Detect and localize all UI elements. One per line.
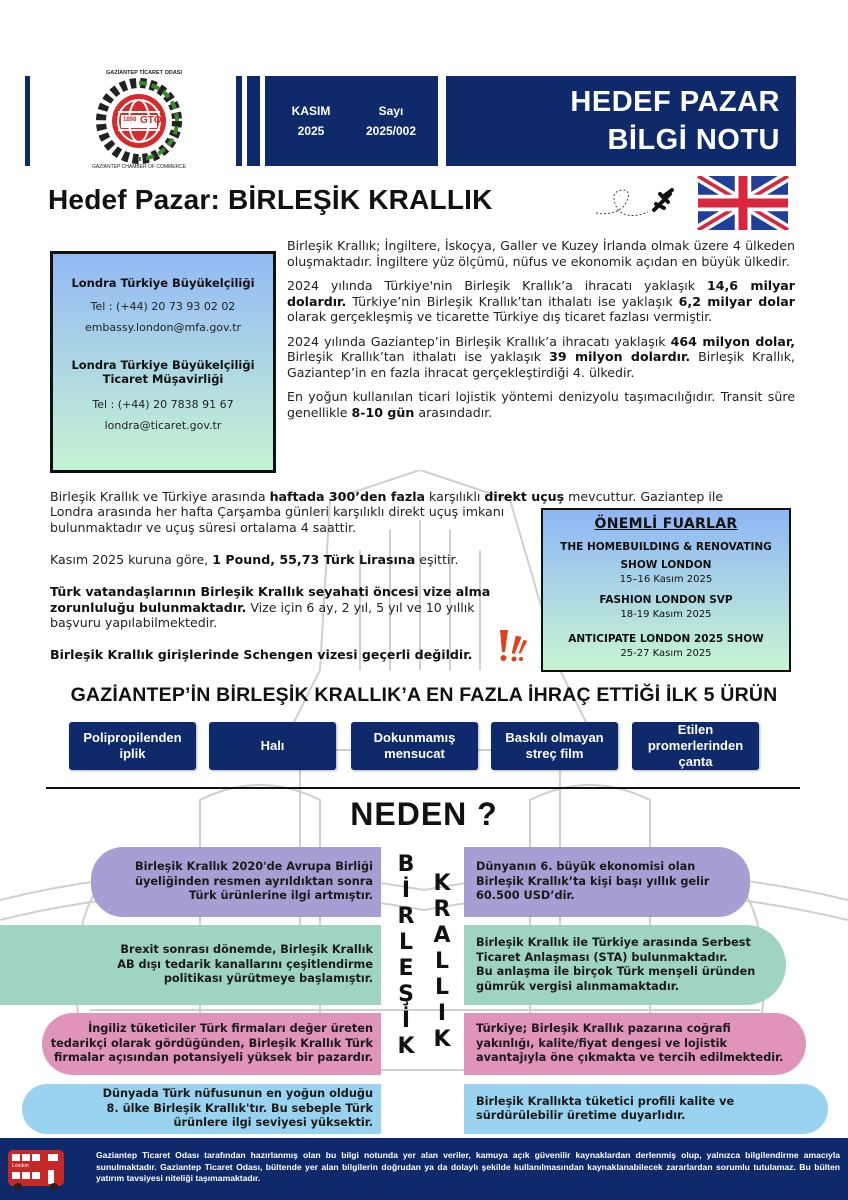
reason-text: Birleşik Krallık ile Türkiye arasında Serbest bbox=[476, 936, 751, 949]
commercial-office-email[interactable]: londra@ticaret.gov.tr bbox=[104, 419, 222, 432]
reason-text: Bu anlaşma ile birçok Türk menşeli üründen bbox=[476, 965, 756, 978]
text: 2024 yılında Türkiye'nin Birleşik Krallık’a ihracatı yaklaşık bbox=[287, 278, 707, 293]
letter: L bbox=[398, 930, 414, 955]
text: Kasım 2025 kuruna göre, bbox=[50, 552, 213, 567]
disclaimer-text: Gaziantep Ticaret Odası tarafından hazırlanmış olan bu bilgi notunda yer alan veriler, kamuya açık güvenilir kaynaklardan derlenmiş olup, yalnızca bilgilendirme amacıyla sunulmaktadır. Gaziantep Ticaret Odası, bültende yer alan bilgilerin doğrudan ya da dolaylı şekilde kullanılmasından kaynaklanabilecek zararlardan sorumlu tutulamaz. Bu bülten yatırım tavsiyesi niteliği taşımamaktadır. bbox=[96, 1150, 840, 1183]
reason-text: ürünlere ilgi seviyesi yüksektir. bbox=[173, 1116, 373, 1130]
issue-month bbox=[283, 76, 339, 166]
reason-text: yakınlığı, kalite/fiyat dengesi ve lojistik bbox=[476, 1036, 728, 1050]
letter: K bbox=[433, 1027, 451, 1052]
vertical-word-krallik bbox=[430, 871, 454, 1053]
newsletter-title-line2: BİLGİ NOTU bbox=[607, 124, 780, 156]
fair-item[interactable] bbox=[543, 591, 789, 621]
weekly-flights-value: haftada 300’den fazla bbox=[269, 489, 426, 504]
logo-chamber-name-en: GAZİANTEP CHAMBER OF COMMERCE bbox=[92, 164, 187, 170]
paragraph-gaziantep-trade bbox=[287, 334, 795, 381]
letter: İ bbox=[401, 1008, 411, 1033]
letter: I bbox=[437, 1001, 447, 1026]
paragraph-exchange-rate bbox=[50, 552, 530, 568]
reason-text: sürdürülebilir üretime duyarlıdır. bbox=[476, 1109, 686, 1122]
vertical-word-birlesik bbox=[394, 852, 418, 1060]
reason-text: Birleşik Krallıkta tüketici profili kalite ve bbox=[476, 1094, 735, 1108]
embassy-name: Londra Türkiye Büyükelçiliği bbox=[71, 276, 255, 290]
paragraph-schengen bbox=[50, 647, 510, 663]
turkey-import-value: 6,2 milyar dolar bbox=[678, 293, 795, 309]
schengen-warning: Birleşik Krallık girişlerinde Schengen vizesi geçerli değildir. bbox=[50, 647, 473, 662]
product-name-line2: iplik bbox=[119, 746, 146, 761]
fair-date: 15–16 Kasım 2025 bbox=[619, 574, 713, 585]
product-item-3 bbox=[351, 722, 478, 770]
text: Birleşik Krallık, Gaziantep’in en fazla ihracat gerçekleştirdiği 4. ülkedir. bbox=[287, 349, 795, 380]
header-accent-bar-1 bbox=[236, 76, 242, 166]
product-name-line2: mensucat bbox=[384, 746, 445, 761]
reason-text: Dünyada Türk nüfusunun en yoğun olduğu bbox=[102, 1087, 373, 1101]
newsletter-title-line1: HEDEF PAZAR bbox=[570, 86, 780, 118]
reason-text: Brexit sonrası dönemde, Birleşik Krallık bbox=[120, 943, 373, 957]
page-title: Hedef Pazar: BİRLEŞİK KRALLIK bbox=[48, 184, 493, 215]
visa-requirement: Türk vatandaşlarının Birleşik Krallık seyahati öncesi vize alma zorunluluğu bulunmaktadır. bbox=[50, 584, 491, 615]
paragraph-turkey-trade bbox=[287, 278, 795, 325]
product-name-line1: Baskılı olmayan bbox=[505, 730, 604, 745]
letter: K bbox=[433, 871, 451, 896]
product-item-5 bbox=[632, 722, 759, 770]
fair-name: FASHION LONDON SVP bbox=[599, 594, 733, 606]
reason-right-4 bbox=[464, 1084, 828, 1134]
paragraph-flights-rest: Londra arasında her hafta Çarşamba günleri karşılıklı direkt uçuş imkanı bulunmaktadır ve uçuş süresi ortalama 4 saattir. bbox=[50, 504, 505, 535]
product-name-line1: Polipropilenden bbox=[83, 730, 182, 745]
text: arasındadır. bbox=[414, 404, 493, 420]
product-name-line1: Etilen bbox=[677, 722, 714, 737]
issue-month-label: KASIM bbox=[291, 104, 331, 118]
gto-logo bbox=[88, 70, 190, 172]
intro-text-column bbox=[287, 238, 795, 420]
contact-info-box bbox=[50, 251, 276, 473]
gto-logo-emblem bbox=[88, 70, 190, 172]
fair-name: ANTICIPATE LONDON 2025 SHOW bbox=[568, 633, 764, 645]
letter: R bbox=[433, 897, 451, 922]
reason-text: Türk ürünlerine ilgi artmıştır. bbox=[188, 889, 373, 903]
logo-initials: GTO bbox=[140, 115, 162, 126]
text: olarak gerçekleşmiş ve ticarette Türkiye dış ticaret fazlası vermiştir. bbox=[287, 309, 713, 324]
reason-right-2 bbox=[464, 925, 786, 1005]
commercial-office-name-line1: Londra Türkiye Büyükelçiliği bbox=[71, 358, 255, 372]
header-accent-bar-2 bbox=[247, 76, 260, 166]
product-item-1 bbox=[69, 722, 196, 770]
text: karşılıklı bbox=[425, 489, 485, 504]
fair-item[interactable] bbox=[543, 630, 789, 660]
logo-year: 1898 bbox=[123, 117, 137, 123]
reason-left-4 bbox=[22, 1084, 381, 1134]
letter: İ bbox=[401, 878, 411, 903]
reason-left-3 bbox=[42, 1013, 381, 1075]
commercial-office-name-line2: Ticaret Müşavirliği bbox=[102, 372, 224, 386]
reason-text: avantajıyla öne çıkmakta ve tercih edilmektedir. bbox=[476, 1051, 784, 1065]
double-exclamation-icon bbox=[492, 628, 528, 664]
direct-flight-label: direkt uçuş bbox=[484, 489, 565, 504]
gaziantep-export-value: 464 milyon dolar, bbox=[670, 333, 796, 349]
fair-name-line2: SHOW LONDON bbox=[620, 559, 712, 571]
product-name-line1: Halı bbox=[260, 738, 285, 753]
reason-text: Birleşik Krallık’ta kişi başı yıllık gelir bbox=[476, 874, 710, 888]
reason-text: Ticaret Anlaşması (STA) bulunmaktadır. bbox=[476, 950, 728, 964]
reason-text: Dünyanın 6. büyük ekonomisi olan bbox=[476, 860, 696, 874]
section-divider bbox=[46, 787, 800, 789]
issue-year-label: 2025 bbox=[297, 124, 325, 138]
reason-text: 60.500 USD’dir. bbox=[476, 889, 575, 903]
transit-time-value: 8-10 gün bbox=[351, 404, 415, 420]
product-item-2 bbox=[209, 722, 336, 770]
reason-text: İngiliz tüketiciler Türk firmaları değer üreten bbox=[88, 1022, 373, 1036]
turkey-export-value: 14,6 milyar dolardır. bbox=[287, 278, 795, 309]
product-name-line3: çanta bbox=[678, 754, 713, 769]
embassy-phone[interactable]: Tel : (+44) 20 73 93 02 02 bbox=[90, 300, 236, 313]
issue-number bbox=[344, 76, 438, 166]
fair-name: THE HOMEBUILDING & RENOVATING bbox=[560, 541, 772, 553]
product-name-line2: streç film bbox=[525, 746, 584, 761]
letter: L bbox=[434, 949, 450, 974]
issue-number-value: 2025/002 bbox=[365, 124, 417, 138]
reason-right-1 bbox=[464, 847, 750, 917]
letter: E bbox=[398, 956, 414, 981]
commercial-office-phone[interactable]: Tel : (+44) 20 7838 91 67 bbox=[92, 398, 234, 411]
paragraph-visa bbox=[50, 584, 525, 631]
bus-label: London bbox=[12, 1163, 29, 1169]
london-bus-icon bbox=[6, 1148, 66, 1192]
text: mevcuttur. Gaziantep ile bbox=[564, 489, 724, 504]
issue-label: Sayı bbox=[378, 104, 404, 118]
fair-date: 25-27 Kasım 2025 bbox=[620, 648, 712, 659]
product-item-4 bbox=[491, 722, 618, 770]
product-name-line2: promerlerinden bbox=[647, 738, 744, 753]
reason-text: Birleşik Krallık 2020'de Avrupa Birliği bbox=[135, 860, 373, 874]
reason-right-3 bbox=[464, 1013, 806, 1075]
gaziantep-import-value: 39 milyon dolardır. bbox=[549, 349, 691, 364]
text: En yoğun kullanılan ticari lojistik yöntemi denizyolu taşımacılığıdır. Transit süre genellikle bbox=[287, 389, 795, 420]
text: 2024 yılında Gaziantep’in Birleşik Krallık’a ihracatı yaklaşık bbox=[287, 333, 671, 349]
reason-left-1 bbox=[91, 847, 381, 917]
airplane-dashed-path-icon bbox=[594, 180, 678, 222]
paragraph-logistics bbox=[287, 389, 795, 420]
header-accent-bar-left bbox=[25, 76, 30, 166]
visa-durations: Vize için 6 ay, 2 yıl, 5 yıl ve 10 yıllık başvuru yapılabilmektedir. bbox=[50, 599, 475, 630]
reason-text: üyeliğinden resmen ayrıldıktan sonra bbox=[134, 874, 373, 888]
why-title: NEDEN ? bbox=[350, 796, 498, 832]
reason-text: gümrük vergisi alınmamaktadır. bbox=[476, 979, 679, 993]
reason-left-2 bbox=[0, 925, 381, 1005]
reason-text: politikası yürütmeye başlamıştır. bbox=[163, 972, 373, 986]
product-name-line1: Dokunmamış bbox=[373, 730, 456, 745]
fairs-title: ÖNEMLİ FUARLAR bbox=[594, 516, 738, 532]
text: Birleşik Krallık ve Türkiye arasında bbox=[50, 489, 270, 504]
fair-date: 18-19 Kasım 2025 bbox=[620, 609, 712, 620]
text: Türkiye’nin Birleşik Krallık’tan ithalatı ise yaklaşık bbox=[346, 293, 679, 309]
fair-item[interactable] bbox=[543, 538, 789, 586]
paragraph-flights-line1 bbox=[50, 489, 798, 505]
reason-text: tedarikçi olarak gördüğünden, Birleşik Krallık Türk bbox=[50, 1036, 373, 1050]
reason-text: Türkiye; Birleşik Krallık pazarına coğrafi bbox=[476, 1022, 731, 1036]
letter: K bbox=[397, 1034, 415, 1059]
paragraph-countries: Birleşik Krallık; İngiltere, İskoçya, Galler ve Kuzey İrlanda olmak üzere 4 ülkeden oluşmaktadır. İngiltere yüz ölçümü, nüfus ve ekonomik açıdan en büyük ülkedir. bbox=[287, 238, 795, 269]
embassy-email[interactable]: embassy.london@mfa.gov.tr bbox=[84, 321, 242, 334]
letter: A bbox=[433, 923, 451, 948]
letter: R bbox=[397, 904, 415, 929]
letter: L bbox=[434, 975, 450, 1000]
logo-chamber-name: GAZİANTEP TİCARET ODASI bbox=[106, 70, 182, 76]
exchange-rate-value: 1 Pound, 55,73 Türk Lirasına bbox=[212, 552, 416, 567]
reason-text: firmalar açısından potansiyeli yüksek bir pazardır. bbox=[54, 1051, 373, 1065]
top-products-title: GAZİANTEP’İN BİRLEŞİK KRALLIK’A EN FAZLA İHRAÇ ETTİĞİ İLK 5 ÜRÜN bbox=[70, 684, 778, 706]
reason-text: 8. ülke Birleşik Krallık'tır. Bu sebeple Türk bbox=[106, 1101, 373, 1115]
text: eşittir. bbox=[415, 552, 459, 567]
text: Birleşik Krallık’tan ithalatı ise yaklaşık bbox=[287, 349, 550, 364]
newsletter-title bbox=[446, 76, 796, 166]
letter: B bbox=[397, 852, 415, 877]
reason-text: AB dışı tedarik kanallarını çeşitlendirme bbox=[117, 957, 373, 971]
letter: Ş bbox=[398, 982, 414, 1007]
footer-disclaimer-bar bbox=[0, 1138, 848, 1200]
important-fairs-box bbox=[541, 508, 791, 672]
united-kingdom-flag-icon bbox=[697, 176, 789, 230]
